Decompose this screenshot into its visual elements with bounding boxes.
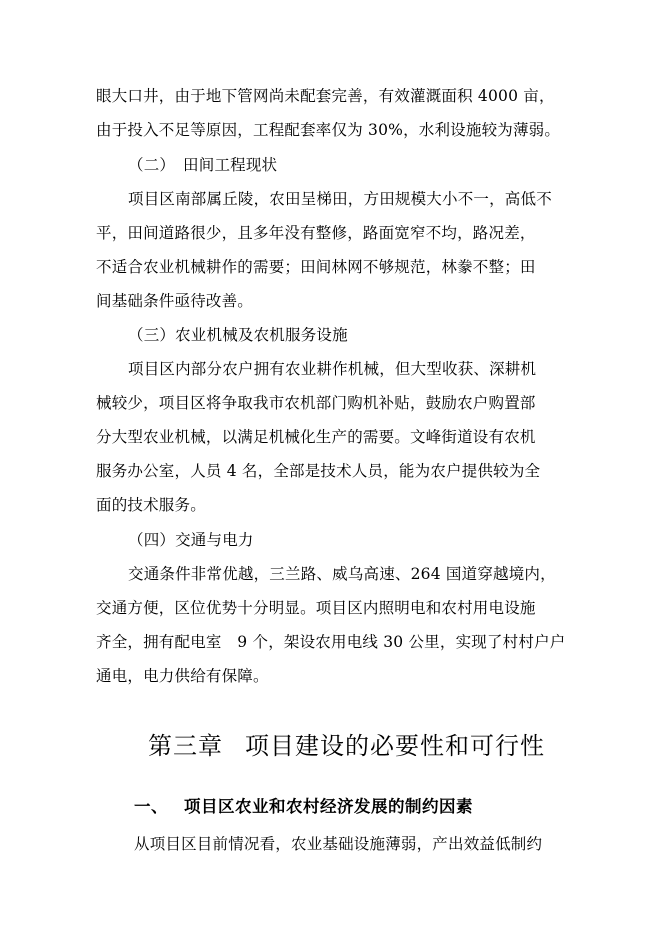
body-text-line: 面的技术服务。	[96, 496, 206, 514]
chapter-title: 项目建设的必要性和可行性	[245, 732, 545, 760]
chapter-number: 第三章	[148, 732, 223, 760]
body-text-line: 通电，电力供给有保障。	[96, 667, 269, 685]
body-text-line: 从项目区目前情况看，农业基础设施薄弱，产出效益低制约	[134, 835, 543, 853]
section-number: 一、	[134, 797, 168, 816]
body-text-line: 项目区南部属丘陵，农田呈梯田，方田规模大小不一，高低不	[128, 190, 552, 208]
body-text-line: 服务办公室，人员 4 名，全部是技术人员，能为农户提供较为全	[96, 462, 541, 480]
body-text-line: 平，田间道路很少，且多年没有整修，路面宽窄不均，路况差，	[96, 224, 536, 242]
body-text-line: 交通方便，区位优势十分明显。项目区内照明电和农村用电设施	[96, 599, 536, 617]
body-text-line: 项目区内部分农户拥有农业耕作机械，但大型收获、深耕机	[128, 360, 537, 378]
body-text-line: 械较少，项目区将争取我市农机部门购机补贴，鼓励农户购置部	[96, 394, 536, 412]
body-text-line: 分大型农业机械，以满足机械化生产的需要。文峰街道设有农机	[96, 428, 536, 446]
body-text-line: 齐全，拥有配电室 9 个，架设农用电线 30 公里，实现了村村户户	[96, 633, 566, 651]
body-text-line: 眼大口井，由于地下管网尚未配套完善，有效灌溉面积 4000 亩，	[96, 87, 555, 105]
body-text-line: 间基础条件亟待改善。	[96, 292, 254, 310]
subsection-heading-4: （四）交通与电力	[128, 531, 254, 549]
body-text-line: 由于投入不足等原因，工程配套率仅为 30%，水利设施较为薄弱。	[96, 121, 561, 139]
section-heading	[134, 796, 473, 818]
subsection-heading-2: （二） 田间工程现状	[128, 156, 278, 174]
section-title: 项目区农业和农村经济发展的制约因素	[184, 797, 473, 816]
chapter-heading	[148, 731, 545, 761]
body-text-line: 交通条件非常优越，三兰路、威乌高速、264 国道穿越境内，	[128, 565, 556, 583]
subsection-heading-3: （三）农业机械及农机服务设施	[128, 326, 348, 344]
body-text-line: 不适合农业机械耕作的需要；田间林网不够规范，林豢不整；田	[96, 258, 536, 276]
